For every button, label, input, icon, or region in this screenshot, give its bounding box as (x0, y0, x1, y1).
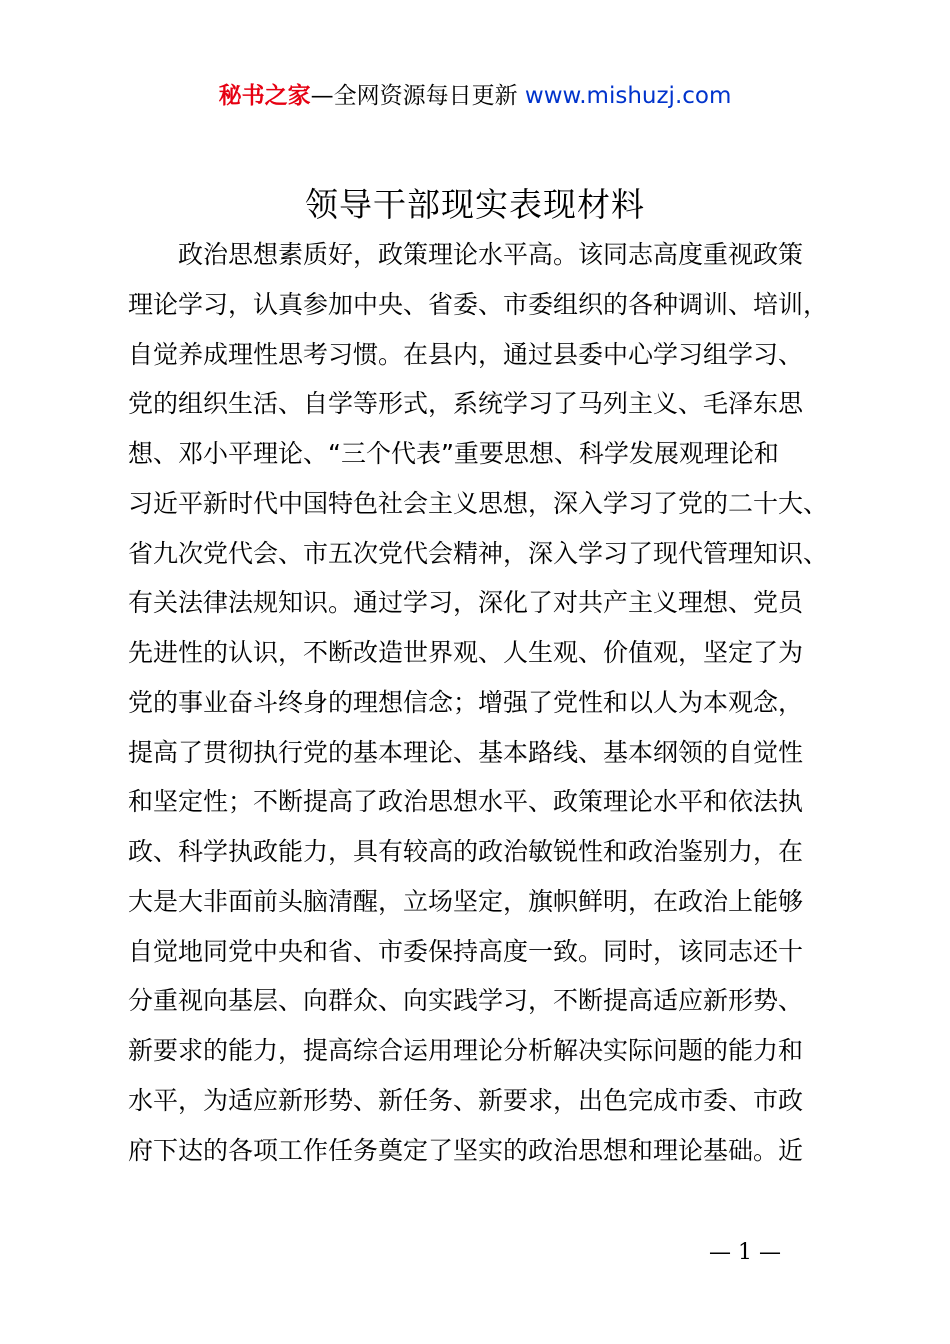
body-line: 府下达的各项工作任务奠定了坚实的政治思想和理论基础。近 (128, 1135, 804, 1165)
body-line: 和坚定性；不断提高了政治思想水平、政策理论水平和依法执 (128, 787, 804, 817)
body-line: 有关法律法规知识。通过学习，深化了对共产主义理想、党员 (128, 588, 804, 618)
body-line: 省九次党代会、市五次党代会精神，深入学习了现代管理知识、 (128, 538, 829, 568)
site-brand: 秘书之家 (218, 83, 311, 109)
body-line: 党的事业奋斗终身的理想信念；增强了党性和以人为本观念， (128, 687, 804, 717)
body-line: 自觉养成理性思考习惯。在县内，通过县委中心学习组学习、 (128, 339, 804, 369)
document-title: 领导干部现实表现材料 (305, 185, 645, 224)
body-line: 想、邓小平理论、“三个代表”重要思想、科学发展观理论和 (128, 439, 779, 468)
body-line: 大是大非面前头脑清醒，立场坚定，旗帜鲜明，在政治上能够 (128, 886, 804, 916)
body-line: 党的组织生活、自学等形式，系统学习了马列主义、毛泽东思 (128, 389, 804, 419)
site-url-link[interactable]: www.mishuzj.com (524, 83, 732, 109)
document-body (128, 230, 858, 1175)
body-line: 新要求的能力，提高综合运用理论分析解决实际问题的能力和 (128, 1036, 804, 1065)
body-line: 政治思想素质好，政策理论水平高。该同志高度重视政策 (178, 240, 804, 269)
site-header (0, 78, 950, 114)
body-line: 政、科学执政能力，具有较高的政治敏锐性和政治鉴别力，在 (128, 837, 804, 866)
body-line: 水平，为适应新形势、新任务、新要求，出色完成市委、市政 (128, 1085, 804, 1115)
body-line: 先进性的认识，不断改造世界观、人生观、价值观，坚定了为 (128, 638, 804, 667)
site-tagline: —全网资源每日更新 (310, 83, 525, 109)
body-line: 自觉地同党中央和省、市委保持高度一致。同时，该同志还十 (128, 936, 804, 966)
body-line: 提高了贯彻执行党的基本理论、基本路线、基本纲领的自觉性 (128, 737, 804, 767)
page-number: — 1 — (709, 1240, 781, 1265)
body-line: 理论学习，认真参加中央、省委、市委组织的各种调训、培训， (128, 289, 829, 319)
body-line: 分重视向基层、向群众、向实践学习，不断提高适应新形势、 (128, 986, 804, 1016)
body-line: 习近平新时代中国特色社会主义思想，深入学习了党的二十大、 (128, 488, 829, 518)
